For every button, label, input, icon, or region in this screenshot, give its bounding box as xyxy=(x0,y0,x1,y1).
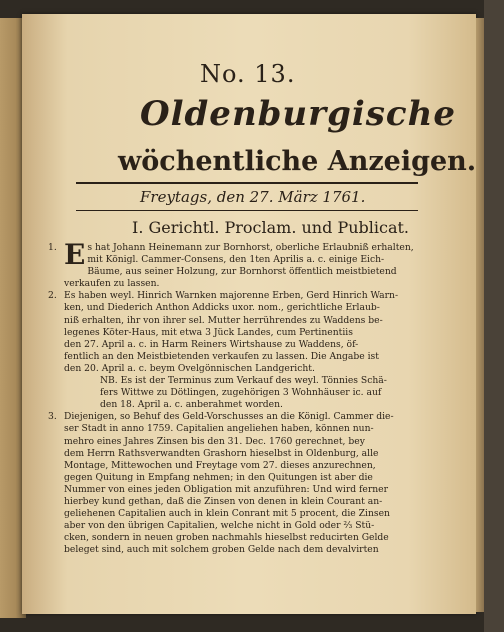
text-line: niß erhalten, ihr von ihrer sel. Mutter herrührendes zu Waddens be- xyxy=(64,314,383,326)
notice-2 xyxy=(48,290,428,411)
text-line: gegen Quitung in Empfang nehmen; in den Quitungen ist aber die xyxy=(64,471,373,483)
text-line: Bäume, aus seiner Holzung, zur Bornhorst öffentlich meistbietend xyxy=(87,266,397,278)
text-line: dem Herrn Rathsverwandten Grashorn hieselbst in Oldenburg, alle xyxy=(64,447,379,459)
notice-3 xyxy=(48,411,428,556)
text-line: Nummer von eines jeden Obligation mit anzuführen: Und wird ferner xyxy=(64,483,388,495)
notice-1 xyxy=(48,238,428,290)
text-line: den 27. April a. c. in Harm Reiners Wirtshause zu Waddens, öf- xyxy=(64,338,359,350)
text-line: Diejenigen, so Behuf des Geld-Vorschusses an die Königl. Cammer die- xyxy=(64,411,394,423)
text-line: fentlich an den Meistbietenden verkaufen zu lassen. Die Angabe ist xyxy=(64,350,379,362)
text-line: geliehenen Capitalien auch in klein Conrant mit 5 procent, die Zinsen xyxy=(64,508,390,520)
text-line: aber von den übrigen Capitalien, welche nicht in Gold oder ⅔ Stü- xyxy=(64,520,375,532)
text-line: ken, und Diederich Anthon Addicks uxor. nom., gerichtliche Erlaub- xyxy=(64,302,380,314)
drop-cap: E xyxy=(64,238,86,271)
masthead-title: Oldenburgische xyxy=(140,94,456,134)
header-rule xyxy=(76,182,418,184)
issue-number: No. 13. xyxy=(200,60,296,88)
text-line: fers Wittwe zu Dötlingen, zugehörigen 3 Wohnhäuser ic. auf xyxy=(100,387,382,399)
article-body xyxy=(48,238,428,556)
nb-note xyxy=(100,375,428,411)
text-line: den 18. April a. c. anberahmet worden. xyxy=(100,399,283,411)
text-line: NB. Es ist der Terminus zum Verkauf des weyl. Tönnies Schä- xyxy=(100,375,387,387)
text-line: mehro eines Jahres Zinsen bis den 31. Dec. 1760 gerechnet, bey xyxy=(64,435,365,447)
masthead-subtitle: wöchentliche Anzeigen. xyxy=(118,146,477,177)
section-heading: I. Gerichtl. Proclam. und Publicat. xyxy=(132,218,409,237)
background-right xyxy=(484,0,504,632)
text-line: Es haben weyl. Hinrich Warnken majorenne Erben, Gerd Hinrich Warn- xyxy=(64,290,399,302)
text-line: Montage, Mittewochen und Freytage vom 27. dieses anzurechnen, xyxy=(64,459,376,471)
date-rule xyxy=(76,210,418,211)
text-line: legenes Köter-Haus, mit etwa 3 Jück Landes, cum Pertinentiis xyxy=(64,326,353,338)
newspaper-page xyxy=(22,14,476,614)
text-line: verkaufen zu lassen. xyxy=(64,278,160,290)
text-line: ser Stadt in anno 1759. Capitalien angeliehen haben, können nun- xyxy=(64,423,374,435)
page-stack-edge xyxy=(476,18,484,612)
notice-number: 2. xyxy=(48,290,57,302)
text-line: den 20. April a. c. beym Ovelgönnischen Landgericht. xyxy=(64,362,315,374)
notice-number: 1. xyxy=(48,242,57,253)
text-line: hierbey kund gethan, daß die Zinsen von denen in klein Courant an- xyxy=(64,495,383,507)
text-line: cken, sondern in neuen groben nachmahls hieselbst reducirten Gelde xyxy=(64,532,389,544)
text-line: s hat Johann Heinemann zur Bornhorst, oberliche Erlaubniß erhalten, xyxy=(87,242,414,253)
text-line: mit Königl. Cammer-Consens, den 1ten Aprilis a. c. einige Eich- xyxy=(87,254,385,266)
text-line: beleget sind, auch mit solchem groben Gelde nach dem devalvirten xyxy=(64,544,379,556)
notice-number: 3. xyxy=(48,411,57,423)
issue-date: Freytags, den 27. März 1761. xyxy=(140,188,366,206)
